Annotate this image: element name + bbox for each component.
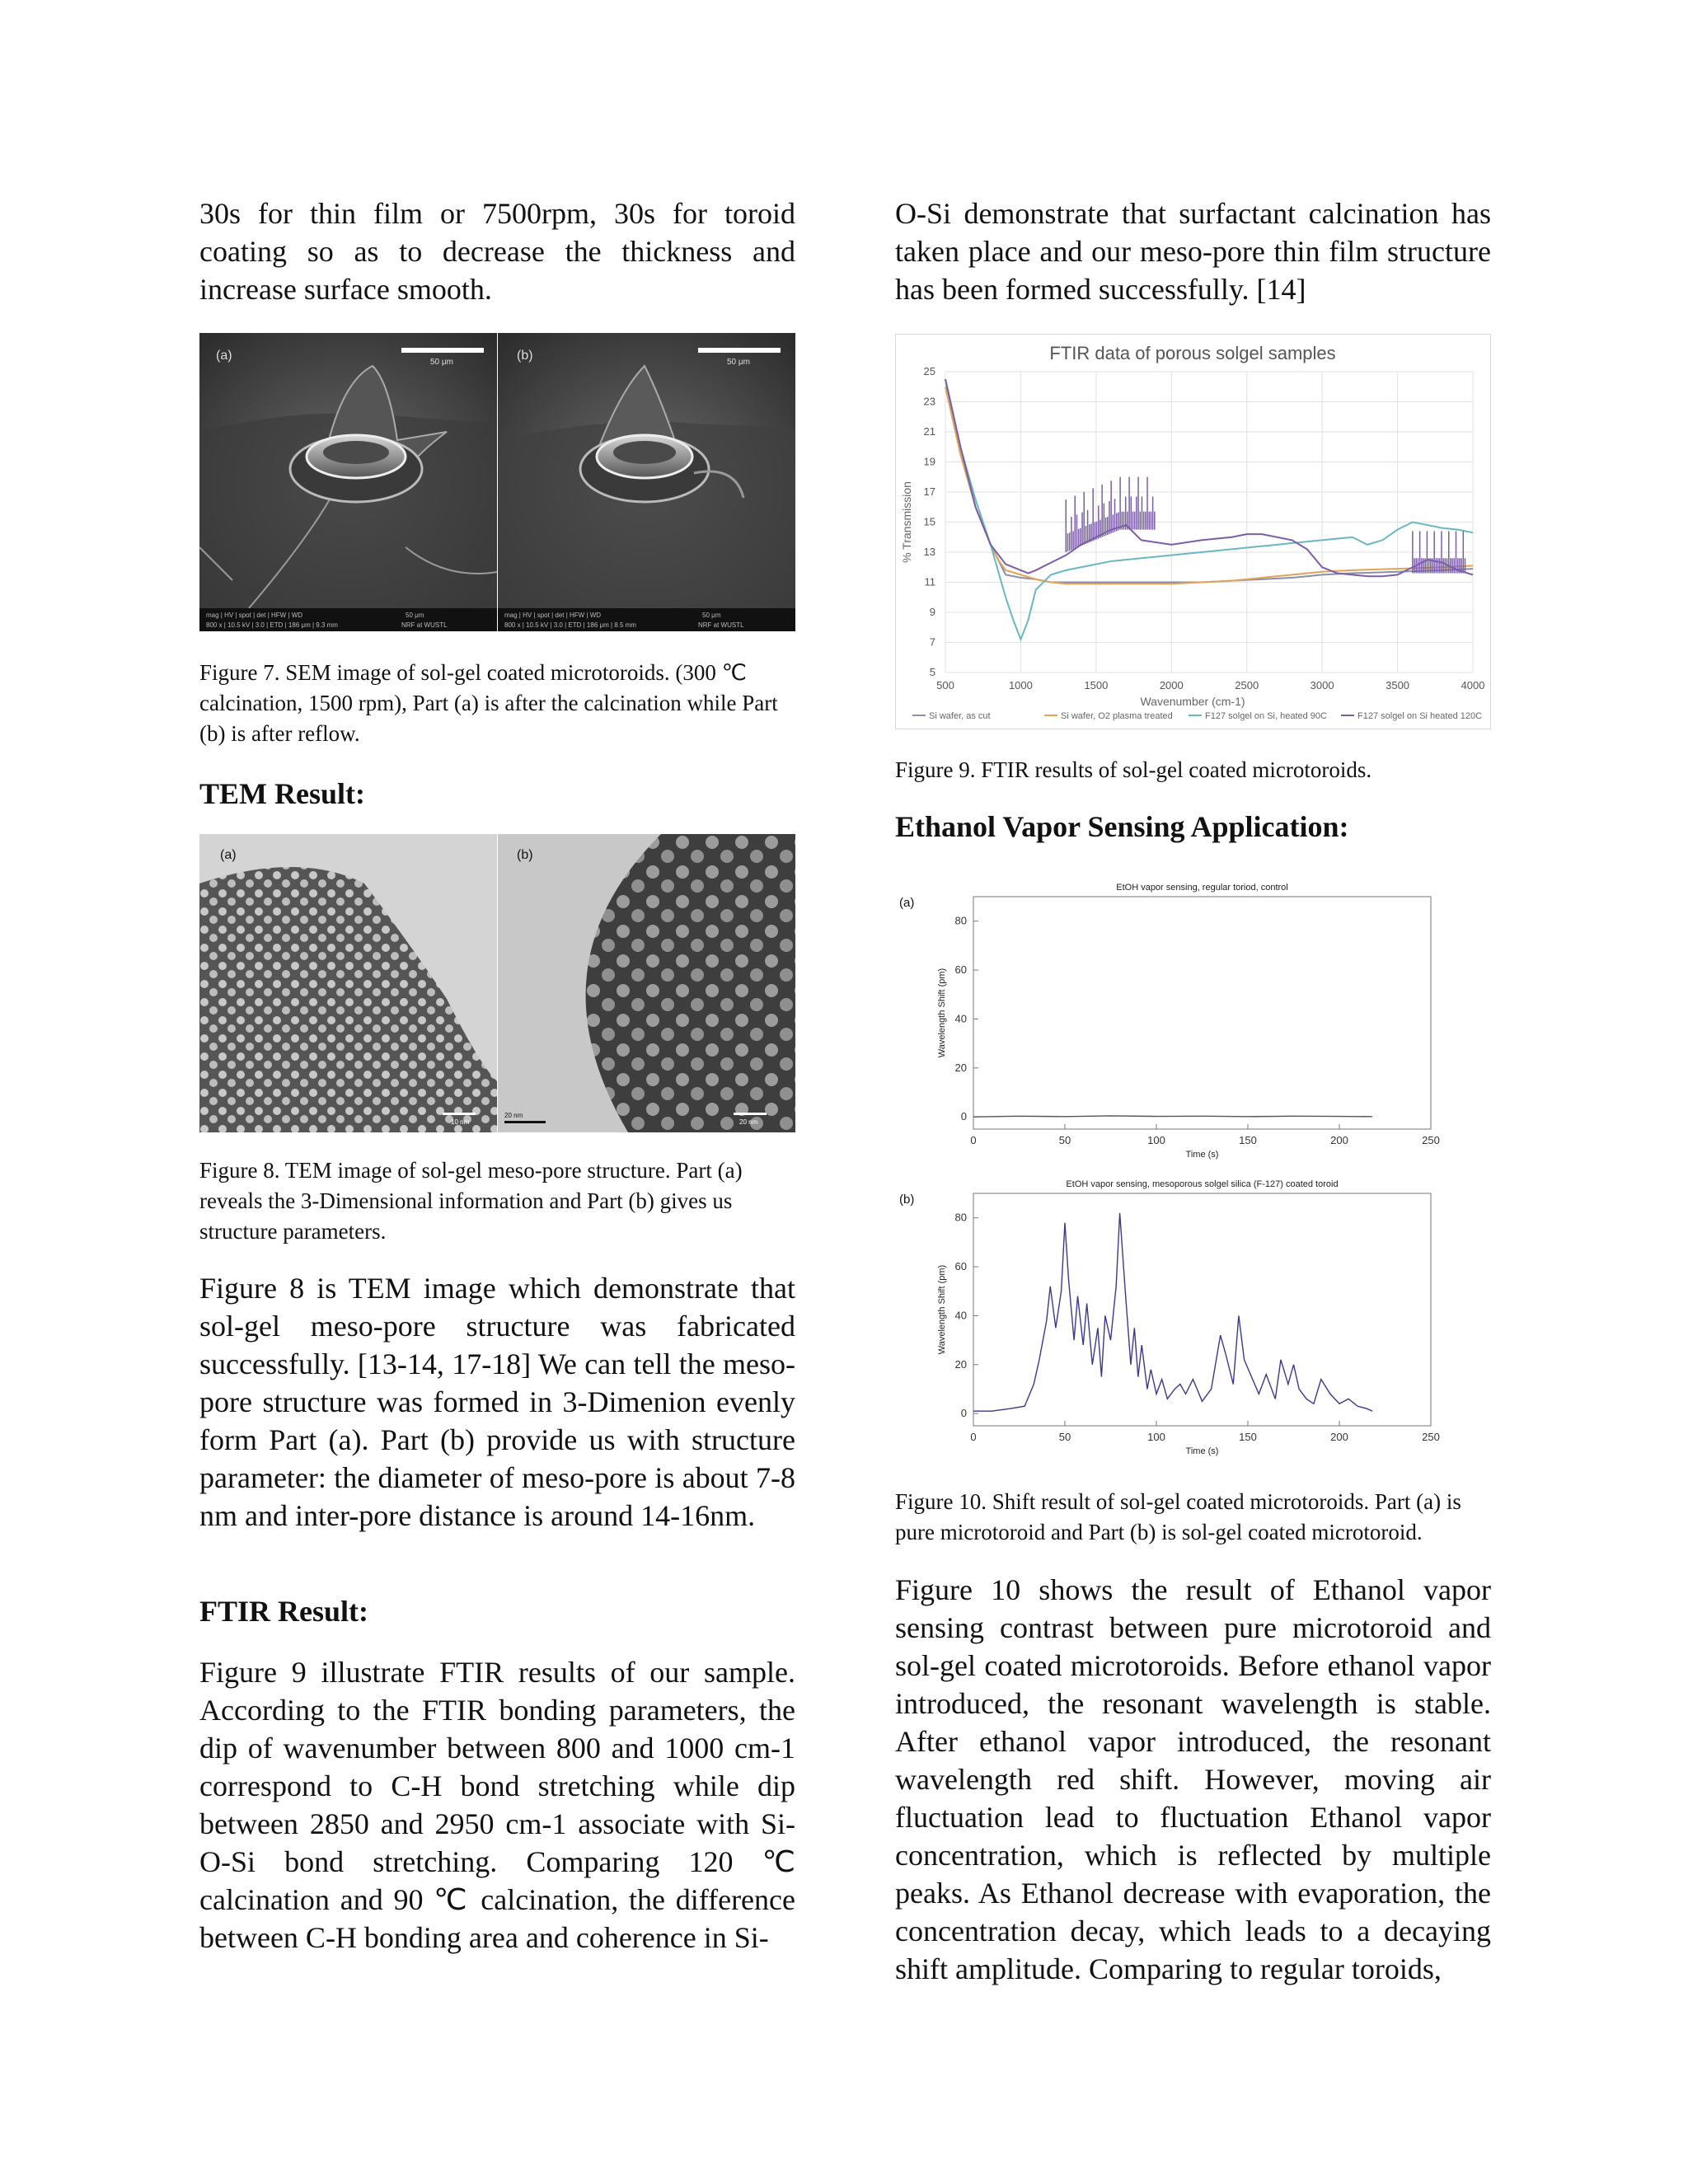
fig10-xtick-b-4: 200	[1330, 1431, 1348, 1443]
ftir-title: FTIR data of porous solgel samples	[1049, 343, 1336, 363]
tem-panel-a-label: (a)	[220, 848, 237, 862]
ftir-xtick-2: 1500	[1084, 679, 1109, 691]
fig10-xtick-a-3: 150	[1239, 1134, 1257, 1146]
ftir-ytick-2: 9	[929, 606, 935, 618]
fig10-ytick-a-3: 60	[954, 963, 967, 977]
fig10-ytick-b-4: 80	[954, 1211, 967, 1224]
ftir-ylabel: % Transmission	[900, 481, 913, 563]
ftir-xtick-5: 3000	[1310, 679, 1334, 691]
fig10-ytick-a-4: 80	[954, 914, 967, 927]
sem-lab-a: NRF at WUSTL	[401, 621, 448, 629]
sem-info-b: mag | HV | spot | det | HFW | WD	[504, 612, 602, 619]
sem-scale-b: 50 μm	[727, 358, 750, 367]
fig10-ytick-a-1: 20	[954, 1061, 967, 1074]
figure-9-caption: Figure 9. FTIR results of sol-gel coated microtoroids.	[895, 757, 1372, 782]
fig10-ytick-b-1: 20	[954, 1357, 967, 1371]
right-paragraph-2: Figure 10 shows the result of Ethanol vapor sensing contrast between pure microtoroid and sol-gel coated microtoroids. Before ethanol vapor introduced, the resonant wavelength is stable. After ethanol vapor introduced, the resonant wavelength red shift. However, moving air fluctuation lead to fluctuation Ethanol vapor concentration, which is reflected by multiple peaks. As Ethanol decrease with evaporation, the concentration decay, which leads to a decaying shift amplitude. Comparing to regular toroids,	[895, 1573, 1491, 1985]
figure-7-sem	[199, 333, 795, 631]
figure-8-caption: Figure 8. TEM image of sol-gel meso-pore structure. Part (a) reveals the 3-Dimensional information and Part (b) gives us structure parameters.	[199, 1158, 743, 1244]
left-paragraph-3: Figure 9 illustrate FTIR results of our sample. According to the FTIR bonding parameters, the dip of wavenumber between 800 and 1000 cm-1 correspond to C-H bond stretching while dip between 2850 and 2950 cm-1 associate with Si-O-Si bond stretching. Comparing 120 ℃ calcination and 90 ℃ calcination, the difference between C-H bonding area and coherence in Si-	[199, 1656, 795, 1954]
tem-panel-b-label: (b)	[517, 848, 533, 862]
fig10-title-a: EtOH vapor sensing, regular toriod, control	[1116, 883, 1288, 893]
figure-10-charts	[895, 865, 1491, 1459]
ftir-ytick-7: 19	[923, 455, 935, 468]
fig10-ylabel-a: Wavelength Shift (pm)	[937, 968, 947, 1058]
left-column	[199, 194, 795, 308]
figure-10-caption: Figure 10. Shift result of sol-gel coated microtoroids. Part (a) is pure microtoroid and Part (b) is sol-gel coated microtoroid.	[895, 1489, 1461, 1544]
fig10-xtick-b-2: 100	[1147, 1431, 1165, 1443]
ftir-xtick-1: 1000	[1008, 679, 1033, 691]
ftir-series-2	[945, 379, 1473, 640]
fig10-xtick-b-1: 50	[1058, 1431, 1071, 1443]
tem-scale-b2: 20 nm	[739, 1118, 758, 1126]
ftir-legend-label-0: Si wafer, as cut	[929, 711, 991, 721]
left-paragraph-2: Figure 8 is TEM image which demonstrate that sol-gel meso-pore structure was fabricated successfully. [13-14, 17-18] We can tell the meso-pore structure was formed in 3-Dimenion evenly form Part (a). Part (b) provide us with structure parameter: the diameter of meso-pore is about 7-8 nm and inter-pore distance is around 14-16nm.	[199, 1272, 795, 1532]
fig10-ytick-b-2: 40	[954, 1309, 967, 1322]
fig10-xtick-a-2: 100	[1147, 1134, 1165, 1146]
ftir-heading: FTIR Result:	[199, 1595, 368, 1628]
fig10-xlabel-a: Time (s)	[1185, 1150, 1219, 1160]
fig10-series-a-0	[973, 1116, 1372, 1117]
sem-image	[199, 333, 795, 631]
left-paragraph-1: 30s for thin film or 7500rpm, 30s for toroid coating so as to decrease the thickness and increase surface smooth.	[199, 197, 795, 306]
ftir-ytick-1: 7	[929, 635, 935, 649]
sem-lab-b: NRF at WUSTL	[698, 621, 744, 629]
fig10-panel-label-b: (b)	[899, 1193, 915, 1207]
fig10-ytick-a-0: 0	[960, 1110, 967, 1123]
tem-scale-b1: 20 nm	[504, 1112, 523, 1119]
sem-scale-a: 50 μm	[430, 358, 453, 367]
ftir-ytick-5: 15	[923, 515, 935, 528]
ftir-ytick-4: 13	[923, 546, 935, 558]
ftir-xlabel: Wavenumber (cm-1)	[1140, 695, 1245, 708]
sem-info-a2: 800 x | 10.5 kV | 3.0 | ETD | 186 μm | 9.3 mm	[206, 621, 338, 629]
fig10-ytick-a-2: 40	[954, 1012, 967, 1025]
ftir-legend-label-3: F127 solgel on Si heated 120C	[1357, 711, 1483, 721]
fig10-xtick-b-0: 0	[970, 1431, 977, 1443]
ftir-ytick-8: 21	[923, 425, 935, 438]
sem-panel-b-label: (b)	[517, 349, 533, 363]
fig10-frame-a	[973, 897, 1431, 1129]
ftir-ytick-9: 23	[923, 395, 935, 408]
ftir-series-3	[945, 379, 1473, 576]
ftir-ytick-3: 11	[924, 575, 935, 588]
fig10-xtick-b-5: 250	[1422, 1431, 1440, 1443]
ftir-xtick-7: 4000	[1461, 679, 1485, 691]
ftir-legend-label-2: F127 solgel on Si, heated 90C	[1205, 711, 1327, 721]
tem-heading: TEM Result:	[199, 777, 365, 810]
ethanol-heading: Ethanol Vapor Sensing Application:	[895, 810, 1349, 843]
fig10-frame-b	[973, 1193, 1431, 1426]
fig10-xtick-a-1: 50	[1058, 1134, 1071, 1146]
fig10-ytick-b-3: 60	[954, 1260, 967, 1273]
fig10-ylabel-b: Wavelength Shift (pm)	[937, 1264, 947, 1355]
tem-scale-a: 10 nm	[451, 1118, 470, 1126]
figure-8-tem	[199, 834, 795, 1132]
fig10-xlabel-b: Time (s)	[1185, 1446, 1219, 1456]
ftir-series-1	[945, 387, 1473, 583]
fig10-panel-label-a: (a)	[899, 896, 915, 910]
ftir-xtick-6: 3500	[1386, 679, 1410, 691]
ftir-xtick-0: 500	[936, 679, 954, 691]
sem-info-a: mag | HV | spot | det | HFW | WD	[206, 612, 303, 619]
fig10-xtick-a-0: 0	[970, 1134, 977, 1146]
ftir-xtick-4: 2500	[1235, 679, 1259, 691]
ftir-ytick-6: 17	[923, 485, 935, 498]
fig10-xtick-a-5: 250	[1422, 1134, 1440, 1146]
ftir-ytick-0: 5	[929, 666, 935, 678]
fig10-title-b: EtOH vapor sensing, mesoporous solgel silica (F-127) coated toroid	[1066, 1179, 1339, 1189]
figure-7-caption: Figure 7. SEM image of sol-gel coated microtoroids. (300 ℃ calcination, 1500 rpm), Part (a) is after the calcination while Part (b) is after reflow.	[199, 660, 778, 746]
ftir-ytick-10: 25	[923, 365, 935, 377]
fig10-svg	[895, 865, 1491, 1459]
figure-9-ftir-chart	[895, 334, 1491, 729]
fig10-xtick-a-4: 200	[1330, 1134, 1348, 1146]
ftir-xtick-3: 2000	[1159, 679, 1184, 691]
ftir-svg	[896, 335, 1490, 729]
right-paragraph-1: O-Si demonstrate that surfactant calcination has taken place and our meso-pore thin film structure has been formed successfully. [14]	[895, 197, 1491, 306]
sem-bar-a: 50 μm	[406, 612, 424, 619]
sem-info-b2: 800 x | 10.5 kV | 3.0 | ETD | 186 μm | 8.5 mm	[504, 621, 636, 629]
sem-panel-a-label: (a)	[216, 349, 232, 363]
fig10-xtick-b-3: 150	[1239, 1431, 1257, 1443]
tem-image	[199, 834, 795, 1132]
ftir-legend-label-1: Si wafer, O2 plasma treated	[1061, 711, 1173, 721]
right-column	[895, 194, 1491, 308]
fig10-ytick-b-0: 0	[960, 1407, 967, 1420]
sem-bar-b: 50 μm	[702, 612, 721, 619]
